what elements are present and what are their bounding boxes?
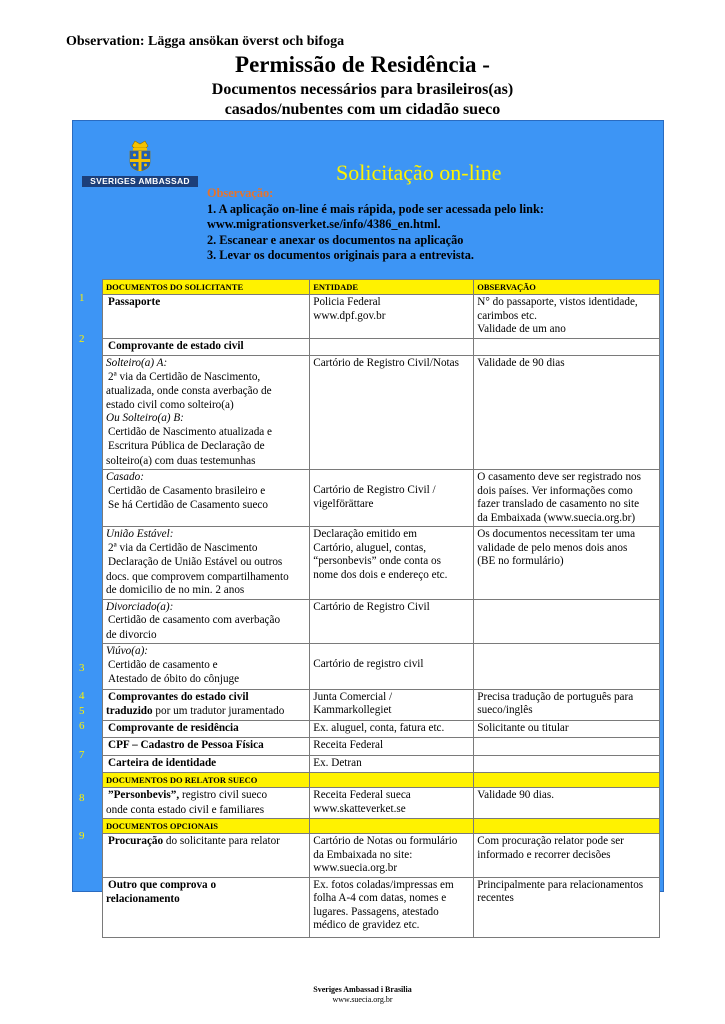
table-row [103,738,660,756]
header-observation: OBSERVAÇÃO [474,280,660,295]
row-number: 1 [79,292,85,304]
header-entity: ENTIDADE [310,280,474,295]
document-cell: União Estável: 2ª via da Certidão de Nascimento Declaração de União Estável ou outros docs. que comprovem compartilhamento de domicilio de no min. 2 anos [103,527,310,600]
entity-cell: Cartório de registro civil [310,644,474,690]
observation-cell: O casamento deve ser registrado nos dois países. Ver informações como fazer translado de casamento no site da Embaixada (www.suecia.org.br) [474,470,660,527]
embassy-name: SVERIGES AMBASSAD [82,176,198,187]
observation-line-3: 3. Levar os documentos originais para a entrevista. [207,248,474,262]
table-row [103,788,660,819]
observation-cell: Validade de 90 dias [474,356,660,470]
observation-link[interactable]: www.migrationsverket.se/info/4386_en.html. [207,217,441,231]
entity-cell [310,338,474,356]
document-cell: Comprovante de estado civil [103,338,310,356]
table-row [103,877,660,937]
header-documents: DOCUMENTOS DO SOLICITANTE [103,280,310,295]
table-row [103,295,660,339]
swedish-crown-coat-of-arms-icon [126,138,154,172]
document-cell: Passaporte [103,295,310,339]
entity-cell: Receita Federal [310,738,474,756]
table-row [103,356,660,470]
subtitle-line-2: casados/nubentes com um cidadão sueco [224,101,501,118]
observation-label: Observação: [207,186,274,200]
table-row [103,599,660,644]
online-observation [207,186,647,264]
row-number: 4 [79,690,85,702]
section-band-opcionais: DOCUMENTOS OPCIONAIS [103,819,660,834]
entity-cell: Ex. Detran [310,755,474,773]
entity-cell: Receita Federal sueca www.skatteverket.se [310,788,474,819]
table-row [103,834,660,878]
document-cell: Viúvo(a): Certidão de casamento e Atestado de óbito do cônjuge [103,644,310,690]
embassy-logo [82,138,198,188]
entity-cell: Declaração emitido em Cartório, aluguel, contas, “personbevis” onde conta os nome dos dois e endereço etc. [310,527,474,600]
suecia-link[interactable]: www.suecia.org.br [313,862,398,874]
observation-cell: Validade 90 dias. [474,788,660,819]
row-number: 9 [79,830,85,842]
observation-cell [474,644,660,690]
entity-cell: Cartório de Registro Civil [310,599,474,644]
row-number: 5 [79,705,85,717]
entity-cell: Ex. aluguel, conta, fatura etc. [310,720,474,738]
document-cell: Procuração do solicitante para relator [103,834,310,878]
row-number: 3 [79,662,85,674]
section-band-relator: DOCUMENTOS DO RELATOR SUECO [103,773,660,788]
observation-cell: Precisa tradução de português para sueco/inglês [474,689,660,720]
entity-cell: Ex. fotos coladas/impressas em folha A-4 com datas, nomes e lugares. Passagens, atestado médico de gravidez etc. [310,877,474,937]
footer-website[interactable]: www.suecia.org.br [332,995,393,1004]
document-cell: Carteira de identidade [103,755,310,773]
observation-cell: Solicitante ou titular [474,720,660,738]
document-cell: Divorciado(a): Certidão de casamento com averbação de divorcio [103,599,310,644]
row-number: 2 [79,333,85,345]
online-application-title: Solicitação on-line [336,160,502,185]
document-cell: Outro que comprova o relacionamento [103,877,310,937]
row-number: 6 [79,720,85,732]
document-cell: Casado: Certidão de Casamento brasileiro e Se há Certidão de Casamento sueco [103,470,310,527]
dpf-link[interactable]: www.dpf.gov.br [313,309,386,322]
subtitle-line-1: Documentos necessários para brasileiros(as) [211,81,514,98]
page-title: Permissão de Residência - [235,52,490,77]
observation-cell: Os documentos necessitam ter uma validade de pelo menos dois anos (BE no formulário) [474,527,660,600]
observation-cell: N° do passaporte, vistos identidade, carimbos etc. Validade de um ano [474,295,660,339]
observation-cell [474,738,660,756]
page-footer [0,985,725,1005]
document-cell: CPF – Cadastro de Pessoa Física [103,738,310,756]
document-cell: Comprovantes do estado civil traduzido por um tradutor juramentado [103,689,310,720]
document-cell: Solteiro(a) A: 2ª via da Certidão de Nascimento, atualizada, onde consta averbação de estado civil como solteiro(a) Ou Solteiro(a) B: Certidão de Nascimento atualizada e Escritura Pública de Declaração de solteiro(a) com duas testemunhas [103,356,310,470]
documents-table [102,279,660,938]
observation-cell [474,338,660,356]
table-row [103,755,660,773]
page-subtitle [0,80,725,120]
row-number: 8 [79,792,85,804]
entity-cell: Policia Federal www.dpf.gov.br [310,295,474,339]
observation-cell: Com procuração relator pode ser informado e recorrer decisões [474,834,660,878]
observation-cell [474,755,660,773]
table-row [103,644,660,690]
observation-cell: Principalmente para relacionamentos recentes [474,877,660,937]
observation-note: Observation: Lägga ansökan överst och bifoga [66,34,345,49]
table-row [103,470,660,527]
observation-line-2: 2. Escanear e anexar os documentos na aplicação [207,232,464,247]
row-number: 7 [79,749,85,761]
document-cell: Comprovante de residência [103,720,310,738]
entity-cell: Cartório de Registro Civil/Notas [310,356,474,470]
skatteverket-link[interactable]: www.skatteverket.se [313,802,406,815]
table-row [103,720,660,738]
entity-cell: Cartório de Registro Civil / vigelförättare [310,470,474,527]
observation-cell [474,599,660,644]
table-row [103,527,660,600]
entity-cell: Junta Comercial / Kammarkollegiet [310,689,474,720]
table-header [103,280,660,295]
table-row [103,338,660,356]
document-cell: ”Personbevis”, registro civil sueco onde conta estado civil e familiares [103,788,310,819]
table-row [103,689,660,720]
observation-line-1: 1. A aplicação on-line é mais rápida, pode ser acessada pelo link: [207,201,544,216]
entity-cell: Cartório de Notas ou formulário da Embaixada no site: www.suecia.org.br [310,834,474,878]
footer-embassy: Sveriges Ambassad i Brasilia [313,985,412,994]
